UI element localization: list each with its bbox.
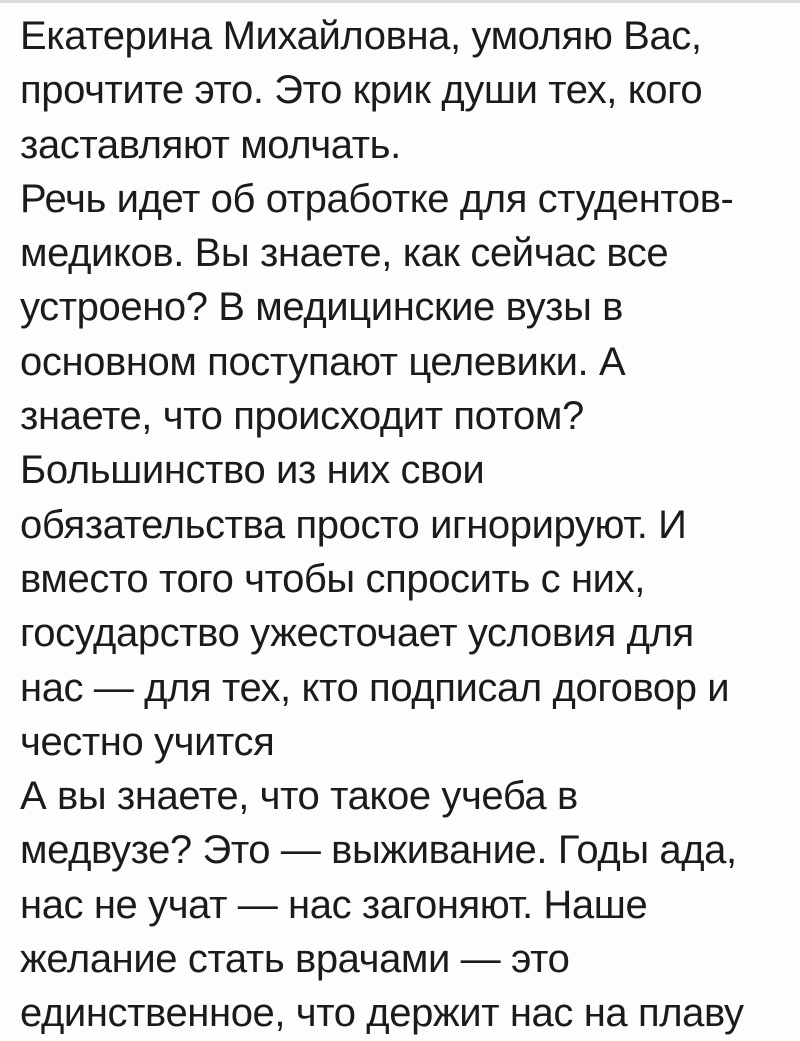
text-line: Речь идет об отработке для студентов-	[20, 176, 734, 221]
text-line: нас — для тех, кто подписал договор и	[20, 665, 730, 710]
text-line: обязательства просто игнорируют. И	[20, 502, 687, 547]
text-line: Большинство из них свои	[20, 448, 485, 493]
message-text-block	[0, 3, 800, 1041]
text-line: Екатерина Михайловна, умоляю Вас,	[20, 14, 702, 58]
text-line: основном поступают целевики. А	[20, 339, 626, 384]
text-line: государство ужесточает условия для	[20, 611, 694, 656]
text-line: заставляют молчать.	[20, 122, 401, 167]
text-line: знаете, что происходит потом?	[20, 394, 584, 439]
text-line: медиков. Вы знаете, как сейчас все	[20, 231, 669, 276]
text-line: вместо того чтобы спросить с них,	[20, 556, 645, 601]
text-line: нас не учат — нас загоняют. Наше	[20, 882, 648, 927]
text-line: А вы знаете, что такое учеба в	[20, 774, 578, 819]
text-line: устроено? В медицинские вузы в	[20, 285, 624, 330]
text-line: медвузе? Это — выживание. Годы ада,	[20, 828, 737, 873]
text-line: честно учится	[20, 719, 275, 764]
text-line: прочтите это. Это крик души тех, кого	[20, 68, 703, 113]
text-line: желание стать врачами — это	[20, 937, 570, 982]
text-line: единственное, что держит нас на плаву	[20, 991, 744, 1036]
